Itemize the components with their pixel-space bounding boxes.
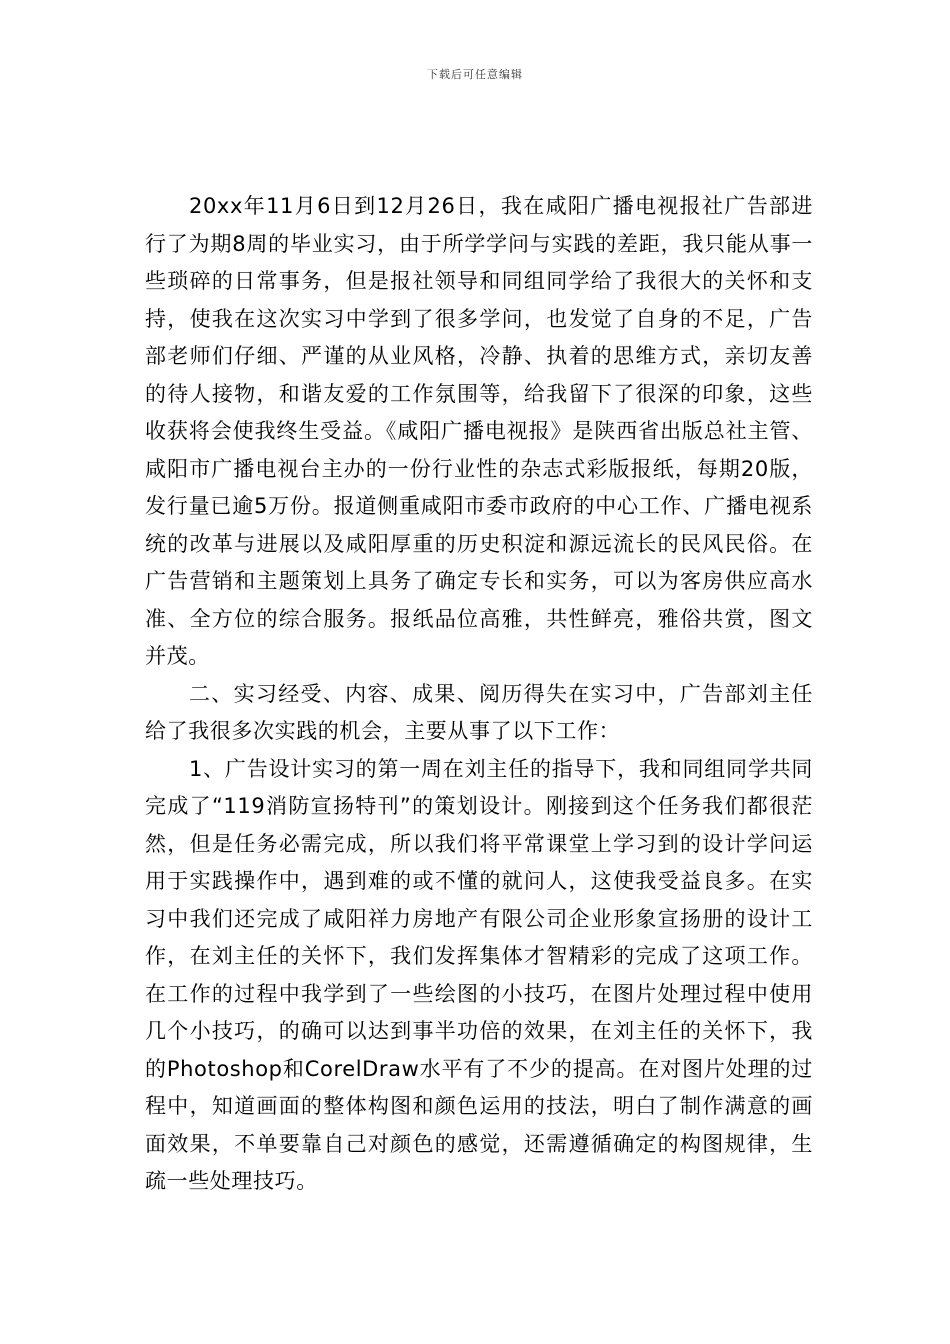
- paragraph-section-two: 二、实习经受、内容、成果、阅历得失在实习中，广告部刘主任给了我很多次实践的机会，主要从事了以下工作：: [145, 681, 813, 743]
- document-body: [145, 188, 813, 1201]
- paragraph-item-one: 1、广告设计实习的第一周在刘主任的指导下，我和同组同学共同完成了“119消防宣扬特刊”的策划设计。刚接到这个任务我们都很茫然，但是任务必需完成，所以我们将平常课堂上学习到的设计学问运用于实践操作中，遇到难的或不懂的就问人，这使我受益良多。在实习中我们还完成了咸阳祥力房地产有限公司企业形象宣扬册的设计工作，在刘主任的关怀下，我们发挥集体才智精彩的完成了这项工作。在工作的过程中我学到了一些绘图的小技巧，在图片处理过程中使用几个小技巧，的确可以达到事半功倍的效果，在刘主任的关怀下，我的Photoshop和CorelDraw水平有了不少的提高。在对图片处理的过程中，知道画面的整体构图和颜色运用的技法，明白了制作满意的画面效果，不单要靠自己对颜色的感觉，还需遵循确定的构图规律，生疏一些处理技巧。: [145, 756, 813, 1193]
- paragraph-intro: 20xx年11月6日到12月26日，我在咸阳广播电视报社广告部进行了为期8周的毕业实习，由于所学学问与实践的差距，我只能从事一些琐碎的日常事务，但是报社领导和同组同学给了我很大的关怀和支持，使我在这次实习中学到了很多学问，也发觉了自身的不足，广告部老师们仔细、严谨的从业风格，冷静、执着的思维方式，亲切友善的待人接物，和谐友爱的工作氛围等，给我留下了很深的印象，这些收获将会使我终生受益。《咸阳广播电视报》是陕西省出版总社主管、咸阳市广播电视台主办的一份行业性的杂志式彩版报纸，每期20版，发行量已逾5万份。报道侧重咸阳市委市政府的中心工作、广播电视系统的改革与进展以及咸阳厚重的历史积淀和源远流长的民风民俗。在广告营销和主题策划上具务了确定专长和实务，可以为客房供应高水准、全方位的综合服务。报纸品位高雅，共性鲜亮，雅俗共赏，图文并茂。: [145, 194, 813, 668]
- page-header: 下载后可任意编辑: [427, 68, 523, 81]
